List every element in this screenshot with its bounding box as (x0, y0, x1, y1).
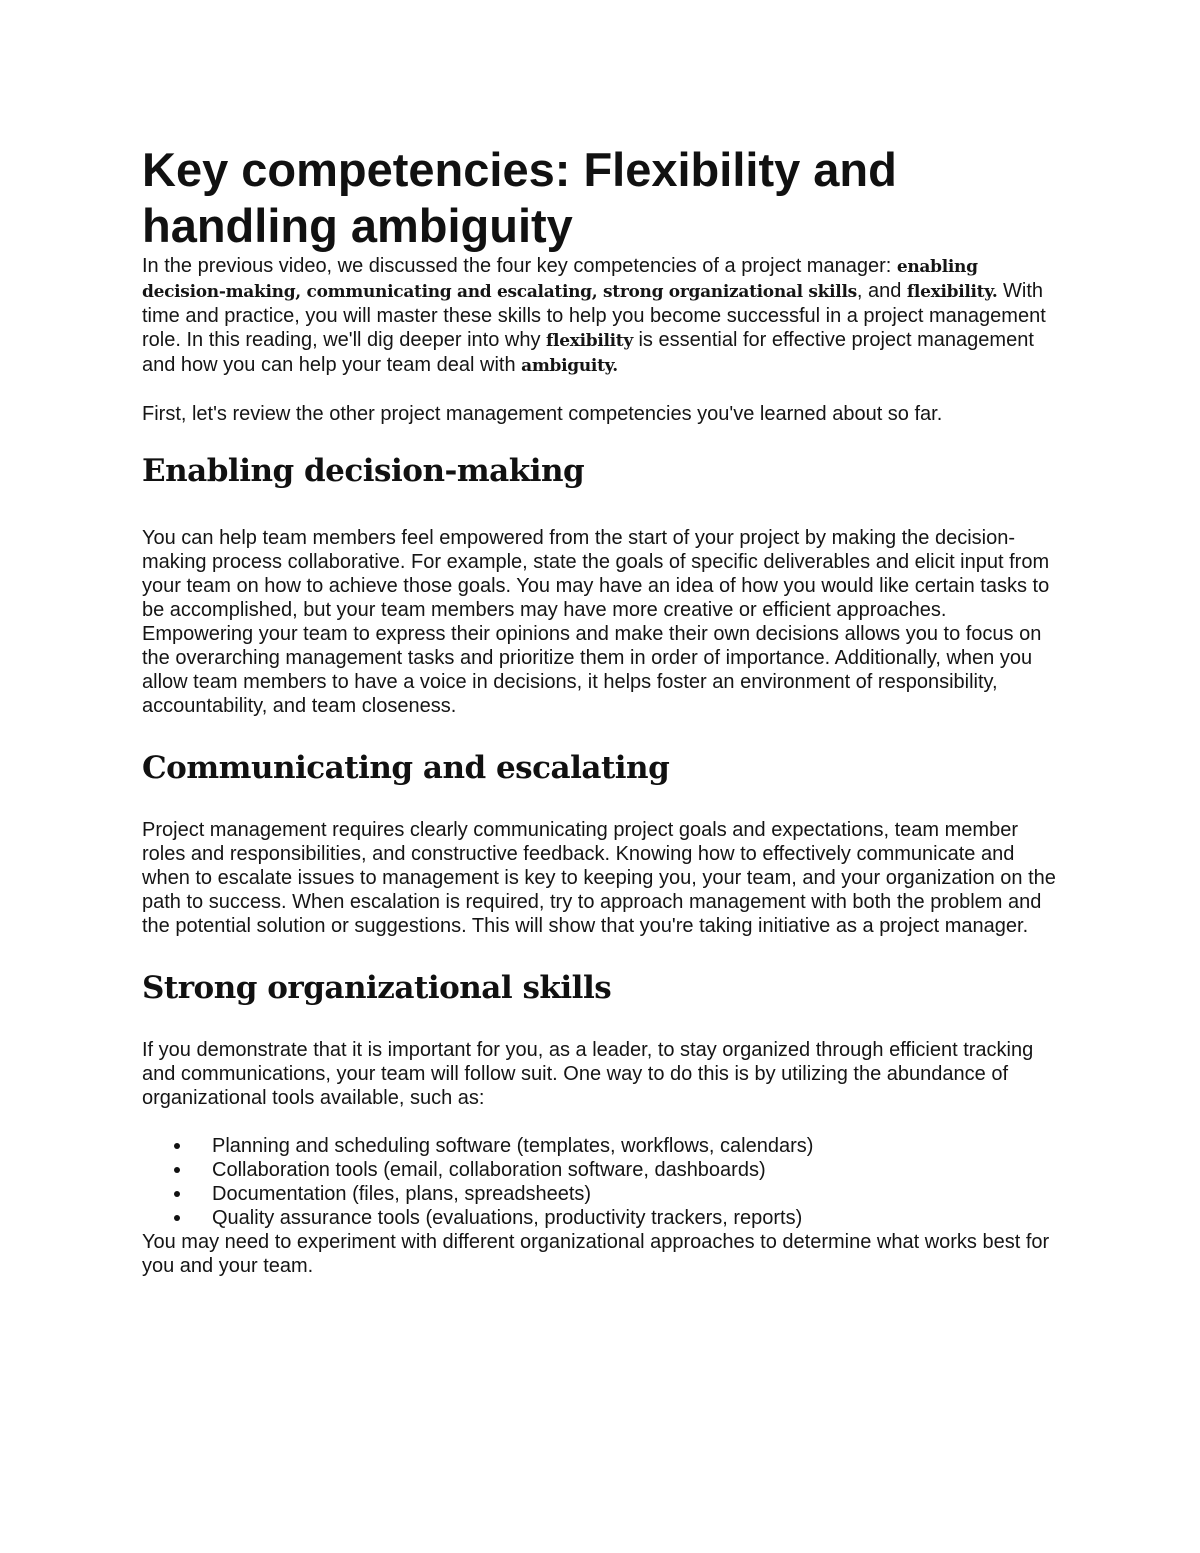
spacer (142, 718, 1062, 748)
intro-text-4: is essential for effective project management and how you can help your team deal with (142, 329, 1034, 376)
list-item-text: Documentation (files, plans, spreadsheets) (212, 1183, 592, 1205)
section-heading-communicating: Communicating and escalating (142, 750, 670, 786)
list-item (142, 1206, 1062, 1230)
list-item-text: Quality assurance tools (evaluations, productivity trackers, reports) (212, 1207, 803, 1229)
intro-ambiguity-bold: ambiguity. (521, 356, 618, 376)
list-item (142, 1134, 1062, 1158)
intro-text-1: In the previous video, we discussed the four key competencies of a project manager: (142, 255, 897, 277)
list-item (142, 1158, 1062, 1182)
spacer (142, 1110, 1062, 1134)
bullet-icon (174, 1167, 180, 1173)
document-page (142, 142, 1062, 1278)
intro-paragraph (142, 254, 1062, 378)
organizational-tools-list (142, 1134, 1062, 1230)
bullet-icon (174, 1215, 180, 1221)
spacer (142, 491, 1062, 526)
section-closing-organizational: You may need to experiment with different organizational approaches to determine what works best for you and your team. (142, 1231, 1050, 1277)
intro-competencies-bold: enabling decision-making, communicating and escalating, strong organizational skills (142, 257, 978, 302)
page-title: Key competencies: Flexibility and handling ambiguity (142, 143, 897, 252)
section-body-decision-making: You can help team members feel empowered from the start of your project by making the decision-making process collaborative. For example, state the goals of specific deliverables and elicit input from your team on how to achieve those goals. You may have an idea of how you would like certain tasks to be accomplished, but your team members may have more creative or efficient approaches. Empowering your team to express their opinions and make their own decisions allows you to focus on the overarching management tasks and prioritize them in order of importance. Additionally, when you allow team members to have a voice in decisions, it helps foster an environment of responsibility, accountability, and team closeness. (142, 527, 1050, 717)
spacer (142, 938, 1062, 968)
spacer (142, 426, 1062, 451)
section-body-organizational: If you demonstrate that it is important for you, as a leader, to stay organized through efficient tracking and communications, your team will follow suit. One way to do this is by utilizing the abundance of organizational tools available, such as: (142, 1039, 1034, 1109)
list-item-text: Planning and scheduling software (templates, workflows, calendars) (212, 1135, 814, 1157)
review-paragraph: First, let's review the other project management competencies you've learned about so far. (142, 403, 943, 425)
spacer (142, 378, 1062, 402)
bullet-icon (174, 1191, 180, 1197)
list-item (142, 1182, 1062, 1206)
section-heading-organizational: Strong organizational skills (142, 970, 612, 1006)
section-heading-decision-making: Enabling decision-making (142, 453, 585, 489)
intro-flexibility-bold: flexibility. (906, 282, 998, 302)
spacer (142, 1008, 1062, 1038)
section-body-communicating: Project management requires clearly communicating project goals and expectations, team member roles and responsibilities, and constructive feedback. Knowing how to effectively communicate and when to escalate issues to management is key to keeping you, your team, and your organization on the path to success. When escalation is required, try to approach management with both the problem and the potential solution or suggestions. This will show that you're taking initiative as a project manager. (142, 819, 1056, 937)
spacer (142, 788, 1062, 818)
bullet-icon (174, 1143, 180, 1149)
list-item-text: Collaboration tools (email, collaboration software, dashboards) (212, 1159, 766, 1181)
intro-text-2: , and (856, 280, 907, 302)
intro-text-3: With time and practice, you will master these skills to help you become successful in a project management role. In this reading, we'll dig deeper into why (142, 280, 1046, 351)
intro-flexibility-bold-2: flexibility (546, 331, 633, 351)
